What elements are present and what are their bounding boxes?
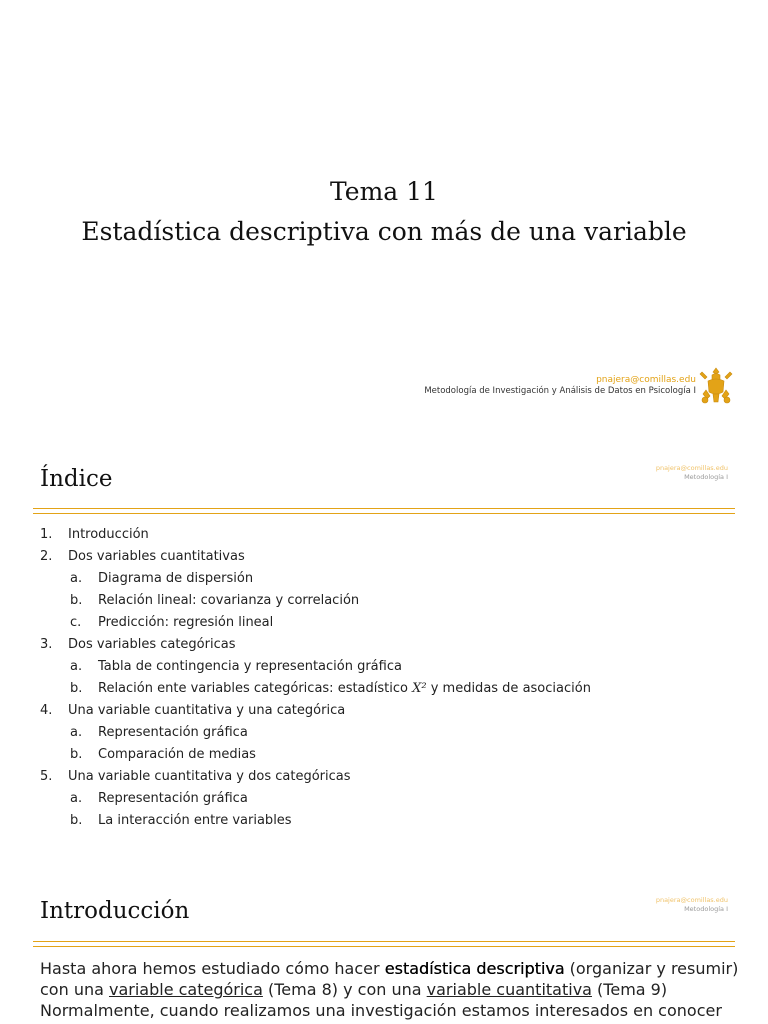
toc-subitem: b. La interacción entre variables	[70, 813, 292, 828]
toc-subitem: a. Representación gráfica	[70, 725, 248, 740]
toc-subitem: c. Predicción: regresión lineal	[70, 615, 274, 630]
toc-item: 5. Una variable cuantitativa y dos categóricas	[40, 769, 351, 784]
introduction-body	[40, 958, 740, 1021]
table-of-contents	[40, 524, 591, 832]
chi-square-symbol: X²	[412, 681, 427, 696]
toc-subitem: a. Representación gráfica	[70, 791, 248, 806]
intro-line: con una variable categórica (Tema 8) y con una variable cuantitativa (Tema 9)	[40, 980, 668, 999]
toc-item: 2. Dos variables cuantitativas	[40, 549, 245, 564]
slide-title-topic: Tema 11	[330, 177, 438, 206]
index-title: Índice	[40, 466, 113, 492]
gold-rule	[33, 508, 735, 514]
toc-subitem: b. Relación ente variables categóricas: estadístico X² y medidas de asociación	[70, 681, 591, 696]
course-name: Metodología I	[684, 905, 728, 913]
author-email: pnajera@comillas.edu	[596, 375, 696, 385]
corner-credit	[656, 464, 728, 482]
course-name: Metodología de Investigación y Análisis de Datos en Psicología I	[424, 386, 696, 396]
author-email: pnajera@comillas.edu	[655, 464, 728, 472]
underlined-term: variable cuantitativa	[426, 980, 592, 999]
university-crest-icon	[698, 366, 734, 404]
intro-line: Hasta ahora hemos estudiado cómo hacer estadística descriptiva (organizar y resumir)	[40, 959, 739, 978]
author-credit	[424, 375, 696, 397]
toc-subitem: a. Tabla de contingencia y representación gráfica	[70, 659, 402, 674]
toc-subitem: b. Comparación de medias	[70, 747, 256, 762]
toc-subitem: a. Diagrama de dispersión	[70, 571, 254, 586]
introduction-slide	[0, 864, 768, 1024]
index-slide	[0, 432, 768, 864]
intro-line: Normalmente, cuando realizamos una investigación estamos interesados en conocer	[40, 1001, 722, 1020]
toc-subitem: b. Relación lineal: covarianza y correlación	[70, 593, 360, 608]
corner-credit	[656, 896, 728, 914]
introduction-title: Introducción	[40, 898, 190, 924]
title-slide	[0, 0, 768, 432]
emphasis-text: estadística descriptiva	[384, 959, 565, 978]
author-email: pnajera@comillas.edu	[655, 896, 728, 904]
course-name: Metodología I	[684, 473, 728, 481]
title-block	[0, 172, 768, 252]
underlined-term: variable categórica	[108, 980, 263, 999]
toc-item: 1. Introducción	[40, 527, 149, 542]
slide-title-subtitle: Estadística descriptiva con más de una variable	[81, 217, 687, 246]
gold-rule	[33, 941, 735, 947]
toc-item: 3. Dos variables categóricas	[40, 637, 236, 652]
toc-item: 4. Una variable cuantitativa y una categórica	[40, 703, 346, 718]
